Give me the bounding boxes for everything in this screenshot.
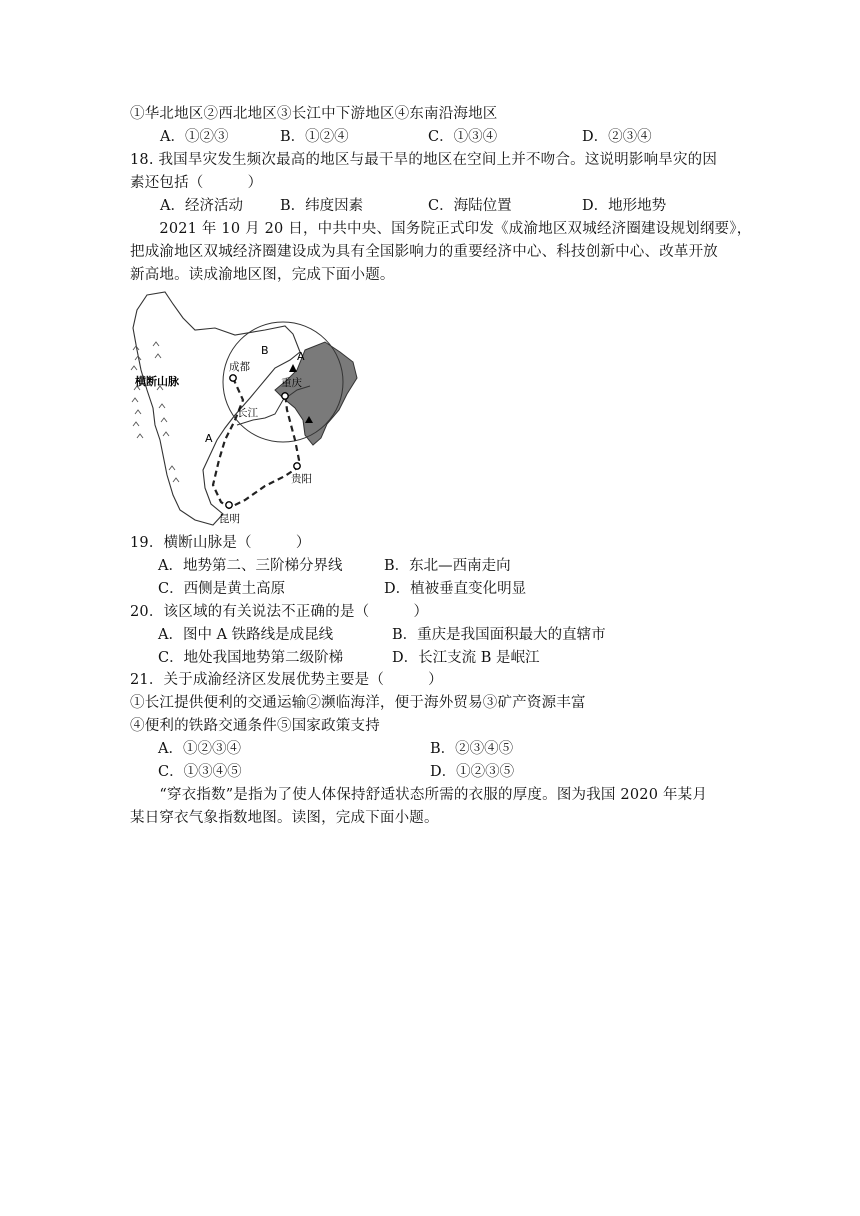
- passage2-line2: 某日穿衣气象指数地图。读图，完成下面小题。: [130, 810, 439, 826]
- label-b: B: [261, 344, 269, 357]
- q17-option-c: C．①③④: [428, 129, 498, 145]
- q17-option-d: D．②③④: [582, 129, 652, 145]
- label-mountain: 横断山脉: [135, 375, 179, 388]
- q19-stem: 19．横断山脉是（ ）: [130, 535, 311, 551]
- q17-option-b: B．①②④: [280, 129, 349, 145]
- q21-stem: 21．关于成渝经济区发展优势主要是（ ）: [130, 672, 443, 688]
- passage1-line2: 把成渝地区双城经济圈建设成为具有全国影响力的重要经济中心、科技创新中心、改革开放: [130, 244, 718, 260]
- q19-option-a: A．地势第二、三阶梯分界线: [158, 558, 343, 574]
- guiyang-dot: [294, 463, 300, 469]
- chengdu-dot: [230, 375, 236, 381]
- q20-stem: 20．该区域的有关说法不正确的是（ ）: [130, 604, 429, 620]
- q21-option-b: B．②③④⑤: [430, 741, 514, 757]
- label-changjiang: 长江: [237, 407, 258, 419]
- mountain-symbols: [131, 342, 179, 482]
- q21-option-a: A．①②③④: [158, 741, 241, 757]
- q19-option-d: D．植被垂直变化明显: [384, 581, 527, 597]
- q20-option-c: C．地处我国地势第二级阶梯: [158, 650, 344, 666]
- label-a: A: [205, 432, 213, 445]
- q20-option-a: A．图中 A 铁路线是成昆线: [158, 627, 334, 643]
- q18-option-d: D．地形地势: [582, 198, 667, 214]
- label-chongqing: 重庆: [281, 377, 302, 389]
- q18-stem-line2: 素还包括（ ）: [130, 175, 263, 191]
- q21-line1: ①长江提供便利的交通运输②濒临海洋，便于海外贸易③矿产资源丰富: [130, 695, 586, 711]
- q18-option-a: A．经济活动: [160, 198, 243, 214]
- q17-stem: ①华北地区②西北地区③长江中下游地区④东南沿海地区: [130, 106, 498, 122]
- passage2-line1: “穿衣指数”是指为了使人体保持舒适状态所需的衣服的厚度。图为我国 2020 年某月: [130, 787, 708, 803]
- kunming-dot: [226, 502, 232, 508]
- passage1-line3: 新高地。读成渝地区图，完成下面小题。: [130, 267, 395, 283]
- q20-option-b: B．重庆是我国面积最大的直辖市: [392, 627, 606, 643]
- q21-line2: ④便利的铁路交通条件⑤国家政策支持: [130, 718, 380, 734]
- q18-stem-line1: 18. 我国旱灾发生频次最高的地区与最干旱的地区在空间上并不吻合。这说明影响旱灾的因: [130, 152, 718, 168]
- label-guiyang: 贵阳: [291, 473, 312, 485]
- label-chengdu: 成都: [229, 361, 250, 373]
- q20-option-d: D．长江支流 B 是岷江: [392, 650, 540, 666]
- triangle-marker-1: [289, 364, 297, 372]
- q18-option-b: B．纬度因素: [280, 198, 364, 214]
- label-kunming: 昆明: [219, 513, 240, 525]
- passage1-line1: 2021 年 10 月 20 日，中共中央、国务院正式印发《成渝地区双城经济圈建设规划纲要》，: [130, 221, 752, 237]
- chongqing-dot: [282, 393, 288, 399]
- chengyu-region-map: [125, 290, 365, 530]
- q19-option-c: C．西侧是黄土高原: [158, 581, 286, 597]
- q18-option-c: C．海陆位置: [428, 198, 512, 214]
- q19-option-b: B．东北—西南走向: [384, 558, 511, 574]
- label-small-a: A: [297, 350, 305, 363]
- q21-option-d: D．①②③⑤: [430, 764, 515, 780]
- q21-option-c: C．①③④⑤: [158, 764, 242, 780]
- q17-option-a: A．①②③: [160, 129, 229, 145]
